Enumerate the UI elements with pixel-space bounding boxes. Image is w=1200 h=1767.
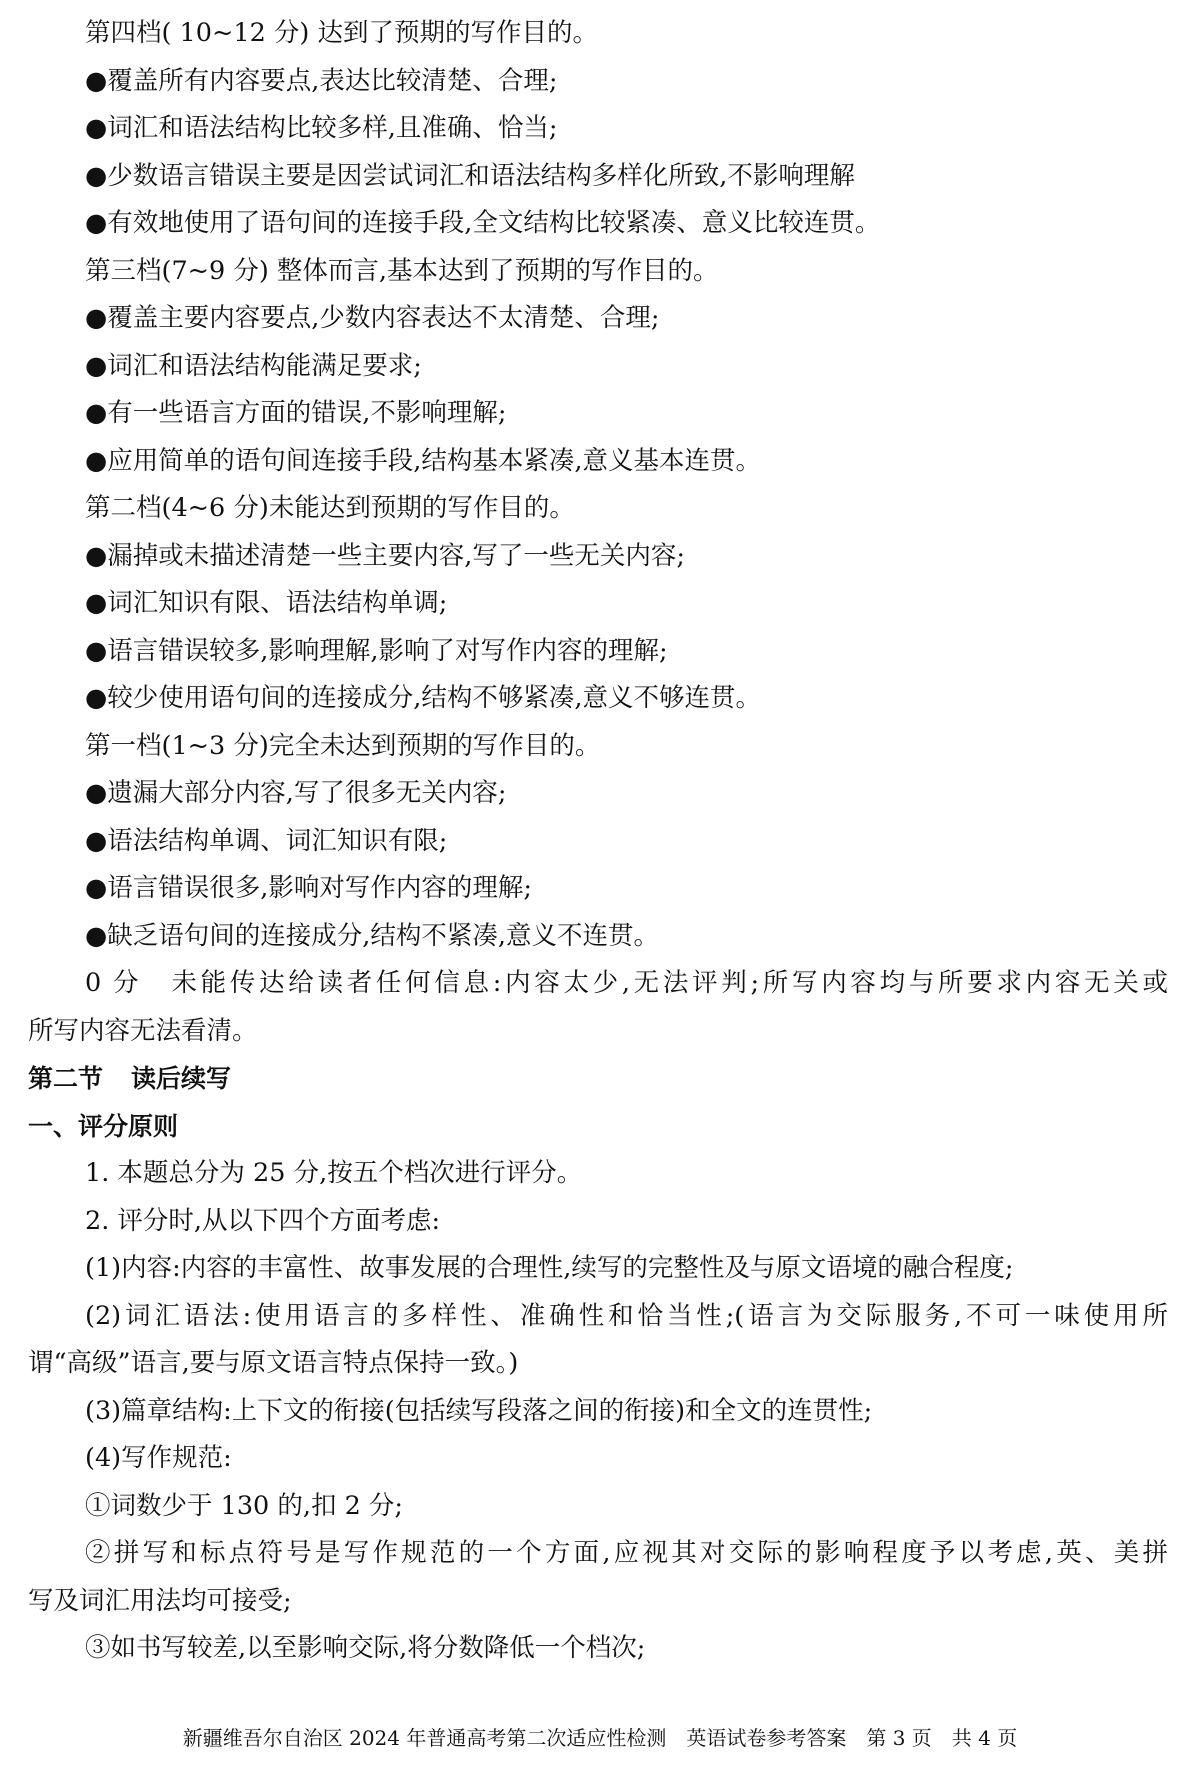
rule-spelling-line2: 写及词汇用法均可接受; [28, 1585, 292, 1616]
page-footer: 新疆维吾尔自治区 2024 年普通高考第二次适应性检测 英语试卷参考答案 第 3 页 共 4 页 [182, 1726, 1018, 1750]
principles-heading: 一、评分原则 [28, 1111, 179, 1141]
grade2-title: 第二档(4~6 分)未能达到预期的写作目的。 [85, 493, 575, 523]
rule-handwriting: ③如书写较差,以至影响交际,将分数降低一个档次; [85, 1633, 646, 1663]
grade2-item: ●较少使用语句间的连接成分,结构不够紧凑,意义不够连贯。 [85, 683, 761, 713]
grade4-item: ●少数语言错误主要是因尝试词汇和语法结构多样化所致,不影响理解 [85, 160, 855, 191]
grade4-title: 第四档( 10~12 分) 达到了预期的写作目的。 [85, 18, 598, 48]
section-label: 第二节 [28, 1064, 104, 1093]
rule-spelling-line1: ②拼写和标点符号是写作规范的一个方面,应视其对交际的影响程度予以考虑,英、美拼 [85, 1538, 1168, 1568]
grade3-item: ●词汇和语法结构能满足要求; [85, 350, 422, 381]
grade1-item: ●语言错误很多,影响对写作内容的理解; [85, 873, 532, 903]
grade0-text-line2: 所写内容无法看清。 [28, 1015, 258, 1046]
grade1-title: 第一档(1~3 分)完全未达到预期的写作目的。 [85, 730, 601, 761]
grade3-title: 第三档(7~9 分) 整体而言,基本达到了预期的写作目的。 [85, 255, 719, 286]
grade1-item: ●遗漏大部分内容,写了很多无关内容; [85, 778, 507, 808]
grade1-item: ●缺乏语句间的连接成分,结构不紧凑,意义不连贯。 [85, 920, 659, 951]
grade3-item: ●应用简单的语句间连接手段,结构基本紧凑,意义基本连贯。 [85, 445, 761, 476]
grade3-item: ●有一些语言方面的错误,不影响理解; [85, 398, 507, 428]
grade2-item: ●语言错误较多,影响理解,影响了对写作内容的理解; [85, 635, 668, 666]
section-title: 读后续写 [131, 1064, 232, 1093]
document-body [28, 10, 1168, 1673]
grade1-item: ●语法结构单调、词汇知识有限; [85, 825, 448, 856]
grade2-item: ●漏掉或未描述清楚一些主要内容,写了一些无关内容; [85, 540, 685, 571]
grade2-item: ●词汇知识有限、语法结构单调; [85, 588, 448, 618]
section-heading [28, 1055, 1168, 1103]
grade4-item: ●覆盖所有内容要点,表达比较清楚、合理; [85, 65, 558, 96]
aspect-content: (1)内容:内容的丰富性、故事发展的合理性,续写的完整性及与原文语境的融合程度; [85, 1253, 1014, 1283]
aspect-conventions: (4)写作规范: [85, 1443, 232, 1473]
principle-2: 2. 评分时,从以下四个方面考虑: [85, 1205, 441, 1236]
aspect-vocabulary-line1: (2)词汇语法:使用语言的多样性、准确性和恰当性;(语言为交际服务,不可一味使用所 [85, 1300, 1168, 1331]
grade3-item: ●覆盖主要内容要点,少数内容表达不太清楚、合理; [85, 303, 660, 333]
rule-word-count: ①词数少于 130 的,扣 2 分; [85, 1490, 404, 1521]
grade4-item: ●词汇和语法结构比较多样,且准确、恰当; [85, 113, 558, 143]
aspect-vocabulary-line2: 谓“高级”语言,要与原文语言特点保持一致。) [28, 1348, 519, 1378]
principle-1: 1. 本题总分为 25 分,按五个档次进行评分。 [85, 1158, 583, 1188]
aspect-structure: (3)篇章结构:上下文的衔接(包括续写段落之间的衔接)和全文的连贯性; [85, 1395, 873, 1426]
grade0-text-line1: 0 分 未能传达给读者任何信息:内容太少,无法评判;所写内容均与所要求内容无关或 [85, 968, 1168, 998]
grade4-item: ●有效地使用了语句间的连接手段,全文结构比较紧凑、意义比较连贯。 [85, 208, 881, 238]
